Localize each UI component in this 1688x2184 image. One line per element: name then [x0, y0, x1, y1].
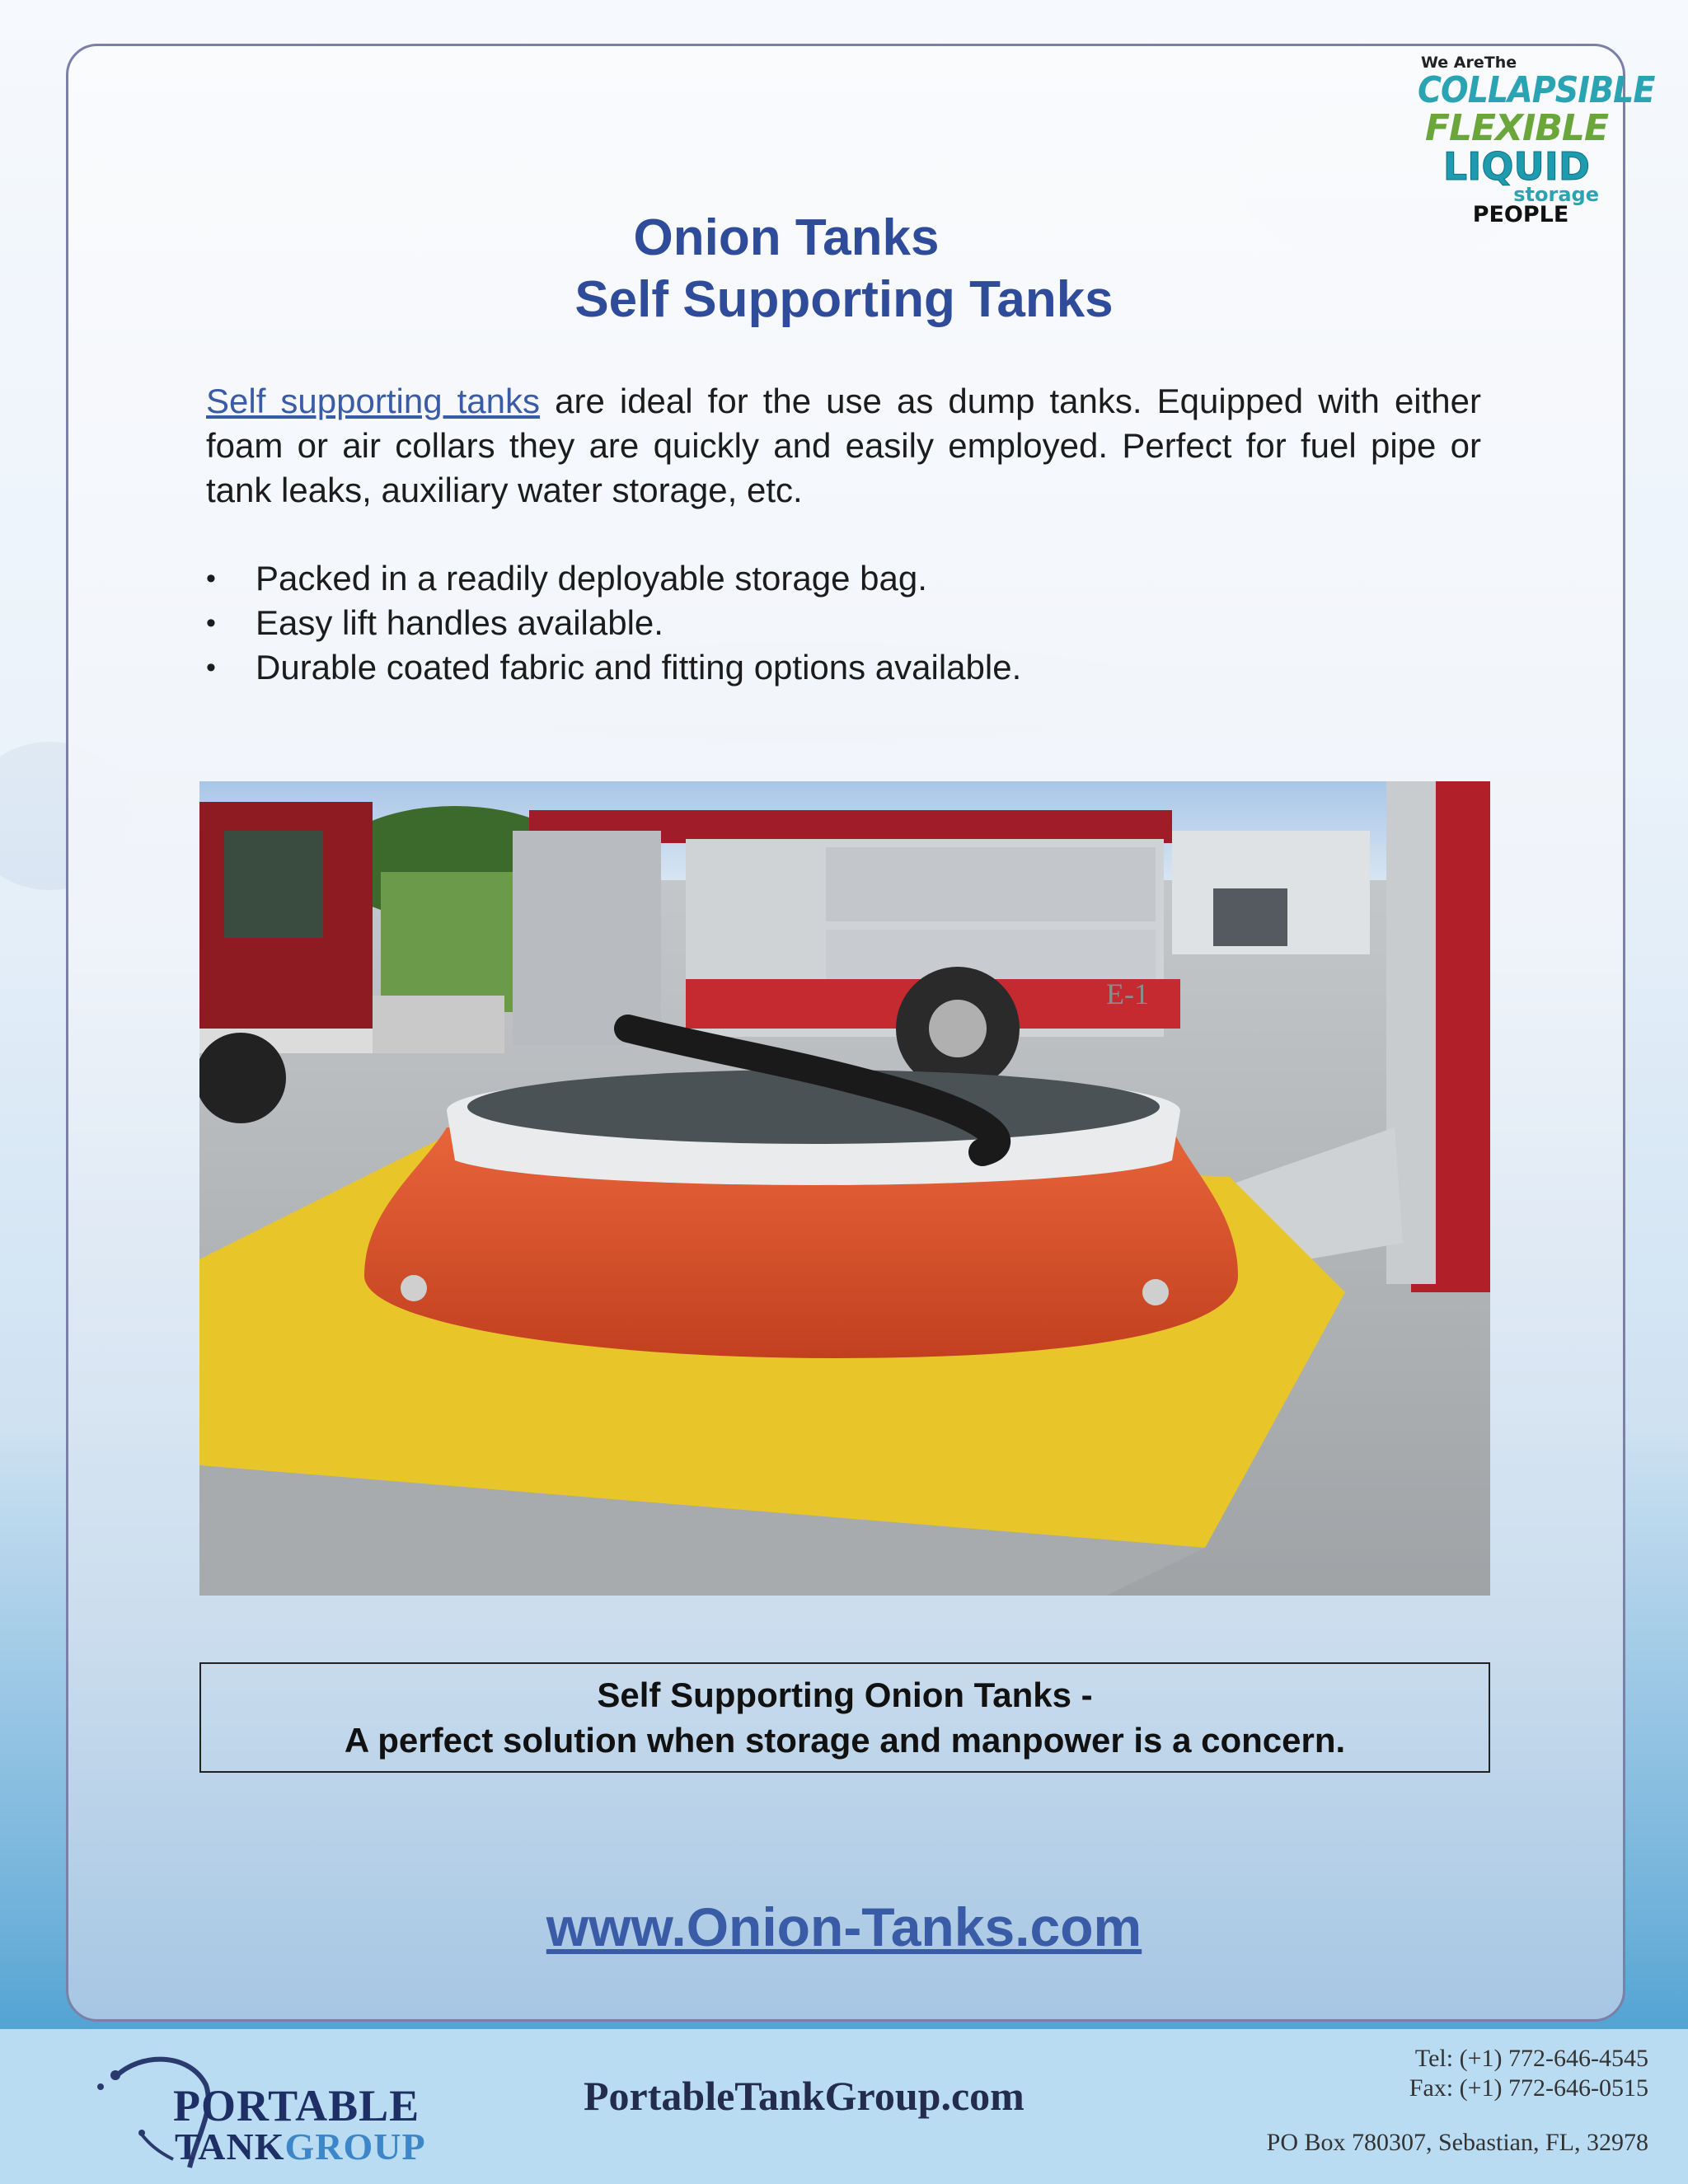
logo-word-tank: TANK [175, 2125, 285, 2168]
page-title: Onion Tanks [633, 209, 940, 266]
feature-list [206, 556, 1442, 690]
truck-label: E-1 [1106, 977, 1149, 1010]
footer-site-link[interactable]: PortableTankGroup.com [584, 2073, 1025, 2119]
list-item: • Durable coated fabric and fitting options available. [206, 645, 1442, 690]
logo-word-tankgroup [175, 2125, 426, 2168]
page-subtitle: Self Supporting Tanks [574, 271, 1114, 328]
caption-line1: Self Supporting Onion Tanks - [597, 1675, 1093, 1714]
intro-paragraph [206, 379, 1481, 513]
intro-text: are ideal for the use as dump tanks. Equipped with either foam or air collars they are quickly and easily employed. Perfect for fuel pipe or tank leaks, auxiliary water storage, etc. [206, 382, 1482, 509]
onion-tank-photo [199, 781, 1490, 1596]
logo-word-group: GROUP [284, 2125, 426, 2168]
self-supporting-tanks-link[interactable]: Self supporting tanks [206, 382, 541, 420]
list-item: • Packed in a readily deployable storage bag. [206, 556, 1442, 601]
contact-block [1267, 2044, 1648, 2158]
tagline-line4: LIQUID [1442, 144, 1591, 189]
caption-box [199, 1662, 1490, 1773]
tagline-line1: We AreThe [1421, 54, 1517, 72]
phone-number: Tel: (+1) 772-646-4545 [1414, 2045, 1648, 2072]
tagline-line2: COLLAPSIBLE [1418, 69, 1655, 111]
logo-word-portable: PORTABLE [173, 2081, 420, 2130]
tagline-line6: PEOPLE [1472, 202, 1569, 227]
caption-line2: A perfect solution when storage and manpower is a concern. [344, 1721, 1346, 1760]
website-link[interactable]: www.Onion-Tanks.com [546, 1896, 1142, 1957]
fax-number: Fax: (+1) 772-646-0515 [1409, 2074, 1648, 2102]
onion-tank-photo-illustration [199, 781, 1490, 1596]
mailing-address: PO Box 780307, Sebastian, FL, 32978 [1266, 2129, 1648, 2156]
tagline-logo [1418, 54, 1655, 227]
tagline-line3: FLEXIBLE [1424, 107, 1609, 149]
list-item: • Easy lift handles available. [206, 601, 1442, 645]
tagline-line5: storage [1513, 183, 1599, 206]
